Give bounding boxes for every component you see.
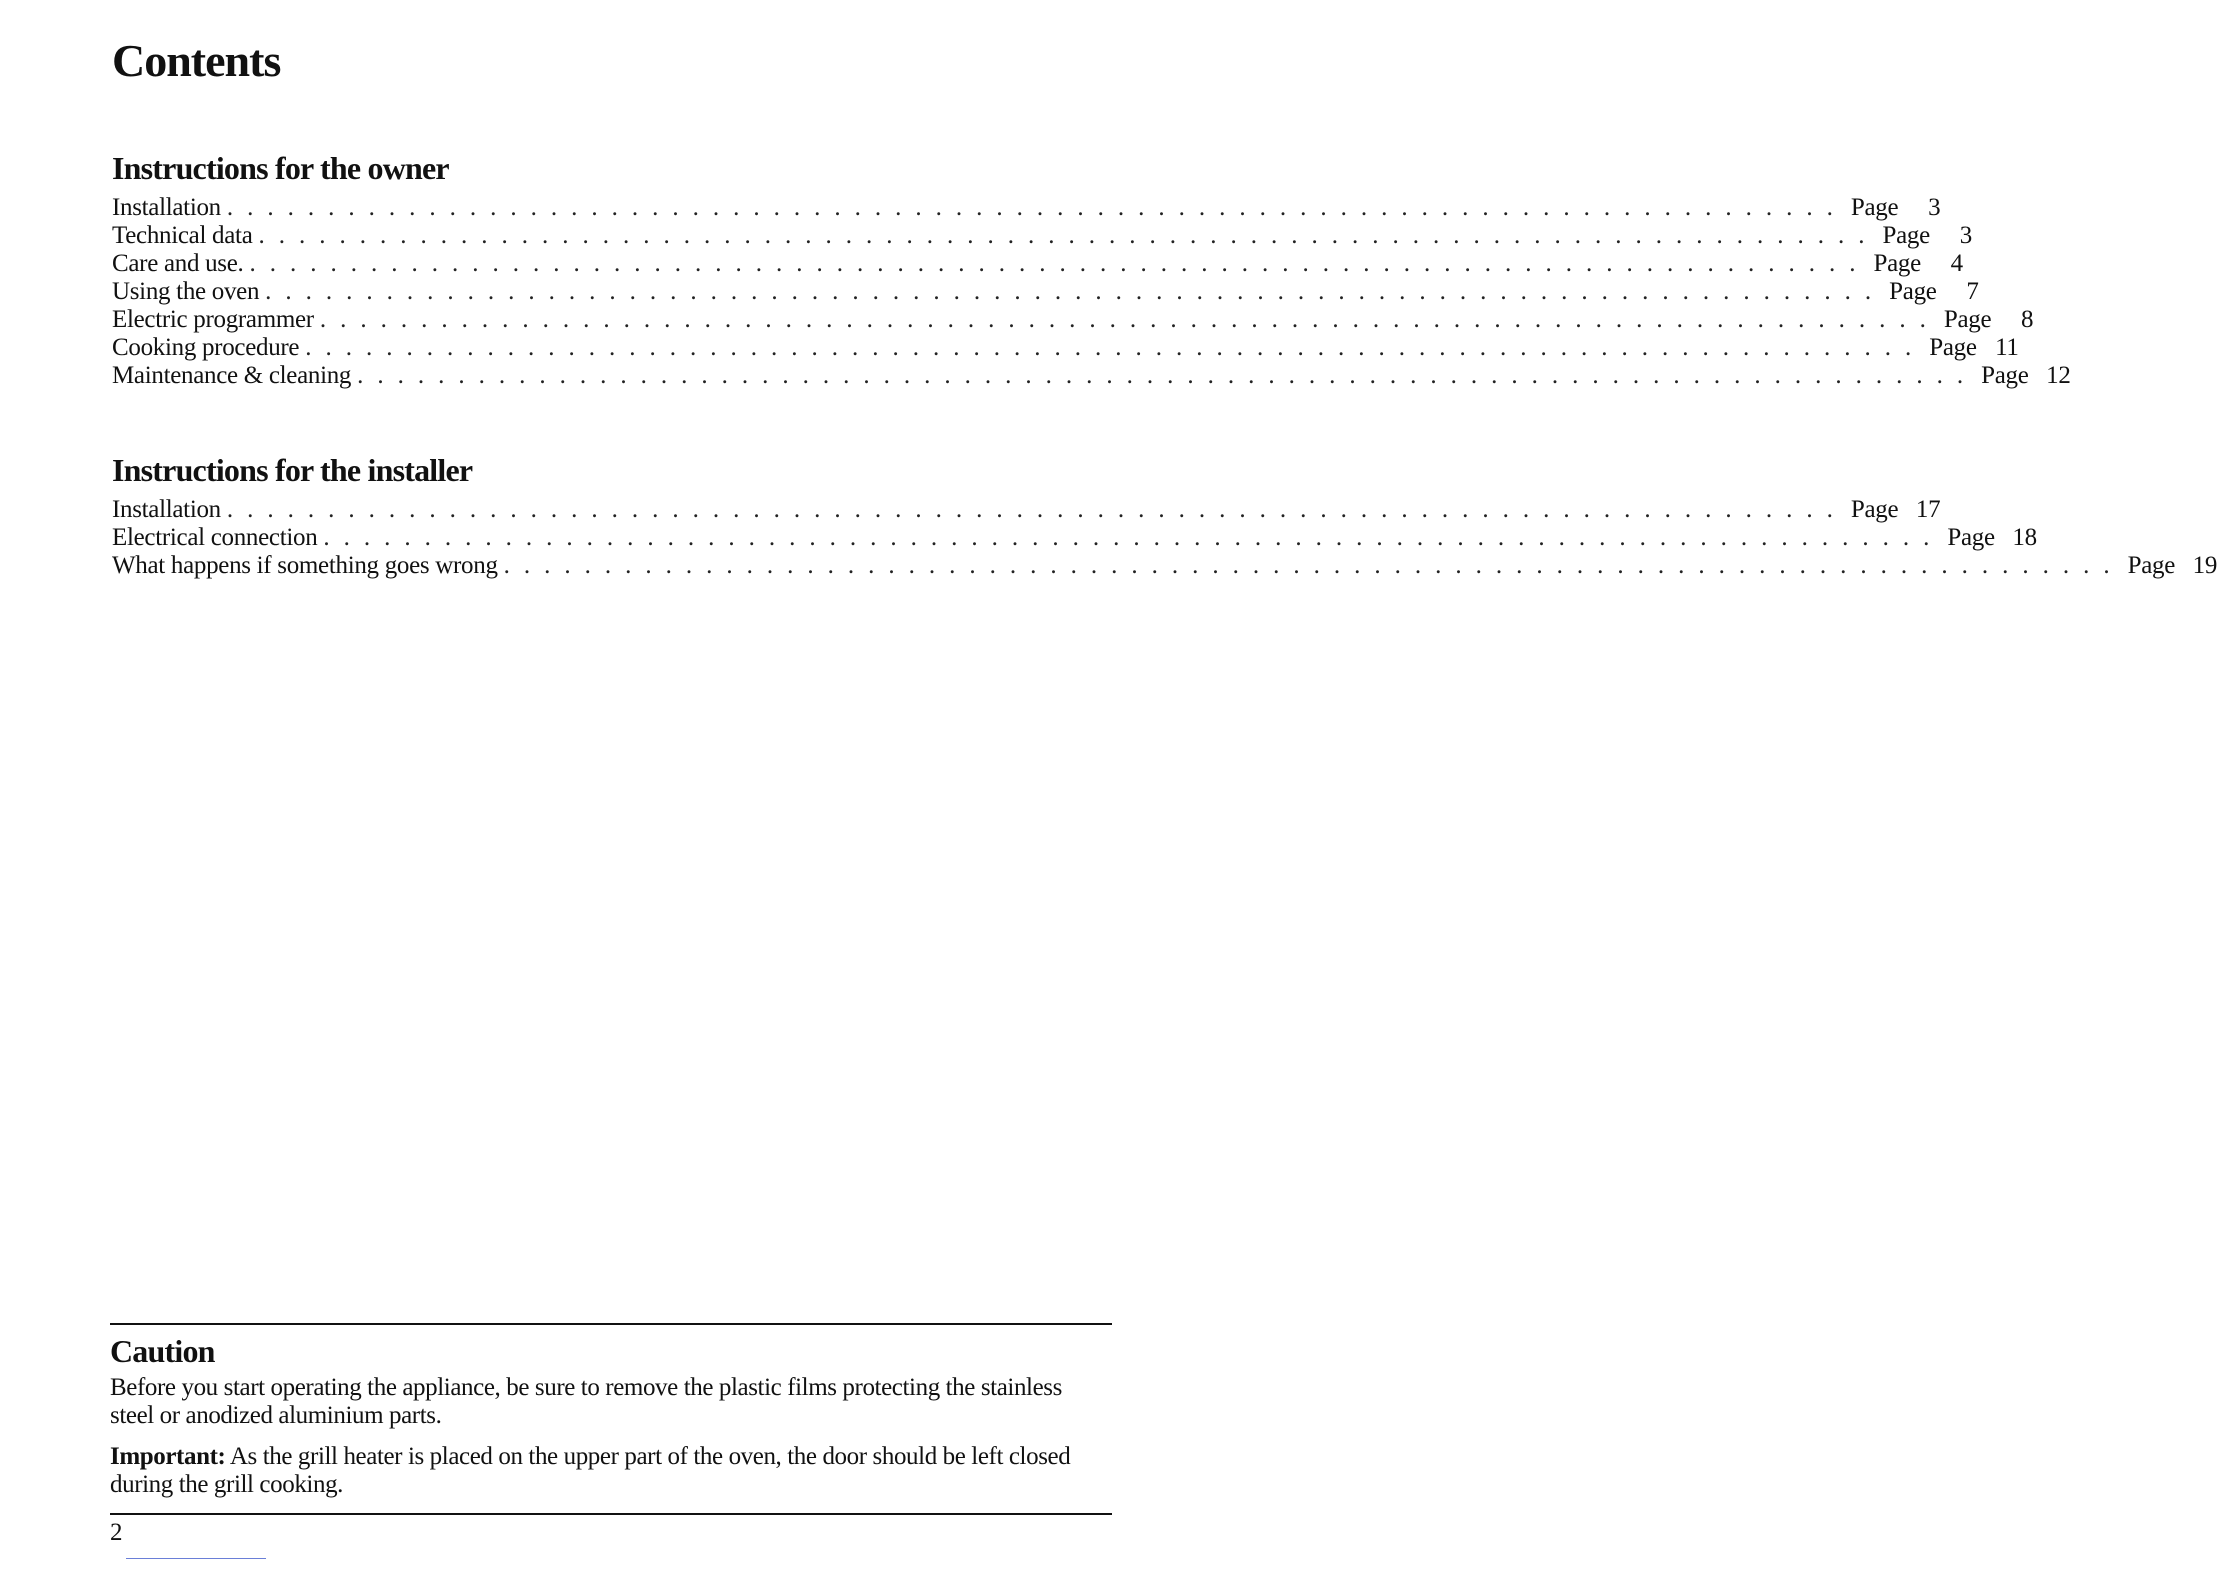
toc-entry[interactable]	[112, 306, 2034, 334]
owner-section-heading: Instructions for the owner	[112, 150, 449, 186]
toc-entry-page	[1883, 222, 1972, 250]
page-word: Page	[1882, 222, 1930, 249]
dot-leader: ................................................................................	[258, 222, 1879, 249]
toc-entry-page	[1929, 334, 2018, 362]
dot-leader: ................................................................................	[226, 496, 1847, 523]
important-text: As the grill heater is placed on the upper part of the oven, the door should be left closed during the grill cooking.	[110, 1443, 1071, 1498]
page-number-ref: 3	[1928, 194, 1941, 221]
dot-leader: ................................................................................	[226, 194, 1847, 221]
toc-entry[interactable]	[112, 552, 2217, 580]
page-number-ref: 12	[2046, 362, 2071, 389]
dot-leader: ................................................................................	[305, 334, 1926, 361]
toc-entry-label: Care and use.	[112, 250, 244, 277]
page-word: Page	[2127, 552, 2176, 579]
toc-entry[interactable]	[112, 334, 2019, 362]
toc-entry-page	[1981, 362, 2070, 390]
toc-entry-label: Installation	[112, 194, 221, 221]
page-number-ref: 17	[1915, 496, 1941, 523]
toc-entry-label: Technical data	[112, 222, 253, 249]
toc-entry-label: What happens if something goes wrong	[112, 552, 498, 579]
toc-entry[interactable]	[112, 278, 1979, 306]
page-word: Page	[1850, 496, 1899, 523]
bottom-edge-mark	[126, 1558, 266, 1559]
page-number-ref: 18	[2012, 524, 2037, 551]
page-word: Page	[1850, 194, 1899, 221]
toc-entry-label: Using the oven	[112, 278, 260, 305]
page-word: Page	[1889, 278, 1937, 305]
toc-entry-label: Maintenance & cleaning	[112, 362, 352, 389]
page-word: Page	[1947, 524, 1995, 551]
caution-bottom-rule	[110, 1513, 1112, 1515]
page-title: Contents	[112, 35, 281, 86]
toc-entry[interactable]	[112, 496, 1941, 524]
toc-entry[interactable]	[112, 194, 1941, 222]
owner-toc-list	[112, 194, 2071, 390]
toc-entry-label: Installation	[112, 496, 221, 523]
toc-entry[interactable]	[112, 362, 2071, 390]
installer-instructions-section	[112, 452, 2217, 580]
page-number-ref: 8	[2021, 306, 2034, 333]
toc-entry-page	[2128, 552, 2217, 580]
dot-leader: ................................................................................	[249, 250, 1870, 277]
toc-entry-label: Electric programmer	[112, 306, 314, 333]
page-word: Page	[1981, 362, 2029, 389]
caution-heading: Caution	[110, 1333, 215, 1369]
page-number: 2	[110, 1519, 123, 1546]
toc-entry-page	[1889, 278, 1978, 306]
toc-entry[interactable]	[112, 250, 1963, 278]
page-number-ref: 3	[1959, 222, 1972, 249]
toc-entry-page	[1944, 306, 2033, 334]
installer-toc-list	[112, 496, 2217, 580]
page-word: Page	[1929, 334, 1977, 361]
toc-entry-page	[1851, 496, 1940, 524]
dot-leader: ................................................................................	[265, 278, 1886, 305]
dot-leader: ................................................................................	[323, 524, 1944, 551]
page-number-ref: 11	[1995, 334, 2019, 361]
installer-section-heading: Instructions for the installer	[112, 452, 473, 488]
page-word: Page	[1873, 250, 1921, 277]
important-note	[110, 1443, 1110, 1499]
toc-entry-page	[1947, 524, 2036, 552]
page-number-ref: 7	[1966, 278, 1979, 305]
important-label: Important:	[110, 1443, 226, 1470]
dot-leader: ................................................................................	[357, 362, 1978, 389]
toc-entry-page	[1851, 194, 1940, 222]
toc-entry-page	[1873, 250, 1962, 278]
toc-entry[interactable]	[112, 524, 2037, 552]
toc-entry[interactable]	[112, 222, 1972, 250]
owner-instructions-section	[112, 150, 2071, 390]
caution-top-rule	[110, 1323, 1112, 1325]
dot-leader: ................................................................................	[319, 306, 1940, 333]
toc-entry-label: Cooking procedure	[112, 334, 300, 361]
caution-text: Before you start operating the appliance, be sure to remove the plastic films protecting the stainless steel or anodized aluminium parts.	[110, 1374, 1062, 1429]
dot-leader: ................................................................................	[503, 552, 2124, 579]
toc-entry-label: Electrical connection	[112, 524, 318, 551]
page-number-ref: 4	[1950, 250, 1963, 277]
page-word: Page	[1943, 306, 1992, 333]
page-number-ref: 19	[2192, 552, 2217, 579]
